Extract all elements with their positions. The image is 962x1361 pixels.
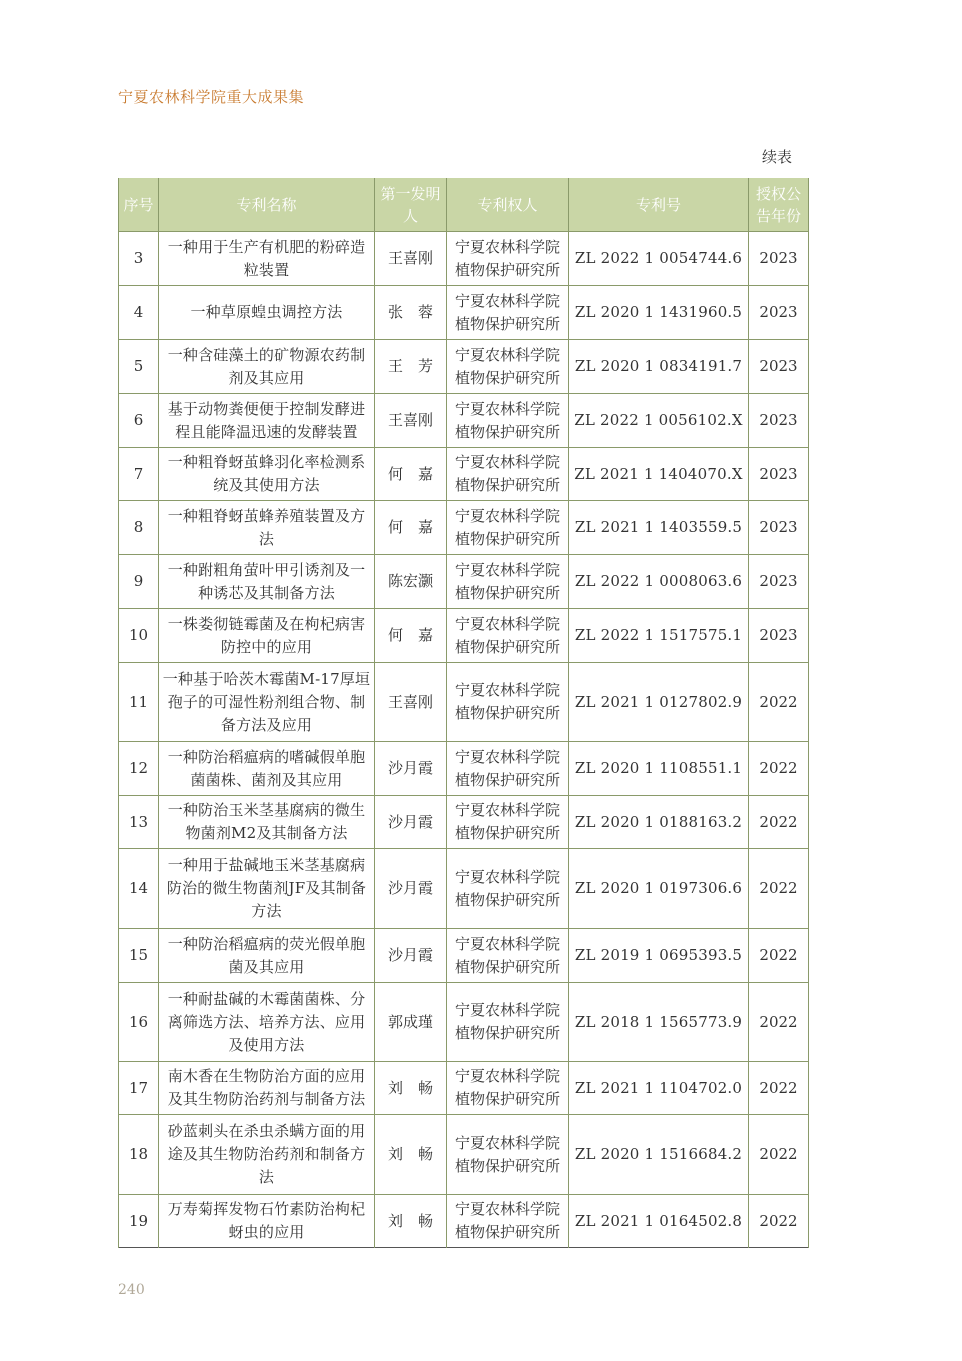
owner-cell: 宁夏农林科学院植物保护研究所 — [447, 929, 569, 983]
table-row — [119, 232, 809, 286]
owner-cell: 宁夏农林科学院植物保护研究所 — [447, 448, 569, 501]
year-cell: 2022 — [749, 1195, 809, 1248]
year-cell: 2022 — [749, 742, 809, 796]
serial-cell: 5 — [119, 340, 159, 394]
patent-name-cell: 一种耐盐碱的木霉菌菌株、分离筛选方法、培养方法、应用及使用方法 — [159, 983, 375, 1062]
owner-cell: 宁夏农林科学院植物保护研究所 — [447, 286, 569, 340]
owner-cell: 宁夏农林科学院植物保护研究所 — [447, 1115, 569, 1195]
year-cell: 2023 — [749, 286, 809, 340]
inventor-cell: 刘 畅 — [375, 1115, 447, 1195]
inventor-cell: 何 嘉 — [375, 501, 447, 555]
running-header: 宁夏农林科学院重大成果集 — [118, 88, 305, 106]
table-row — [119, 929, 809, 983]
owner-cell: 宁夏农林科学院植物保护研究所 — [447, 742, 569, 796]
owner-cell: 宁夏农林科学院植物保护研究所 — [447, 1195, 569, 1248]
year-cell: 2022 — [749, 796, 809, 849]
inventor-cell: 刘 畅 — [375, 1195, 447, 1248]
patent-name-cell: 一种基于哈茨木霉菌M-17厚垣孢子的可湿性粉剂组合物、制备方法及应用 — [159, 663, 375, 742]
patent-number-cell: ZL 2020 1 1431960.5 — [569, 286, 749, 340]
header-patent-owner: 专利权人 — [447, 178, 569, 232]
year-cell: 2022 — [749, 1062, 809, 1115]
patent-name-cell: 一种粗脊蚜茧蜂养殖装置及方法 — [159, 501, 375, 555]
patent-name-cell: 一种粗脊蚜茧蜂羽化率检测系统及其使用方法 — [159, 448, 375, 501]
serial-cell: 6 — [119, 394, 159, 448]
table-row — [119, 1062, 809, 1115]
patent-number-cell: ZL 2022 1 0056102.X — [569, 394, 749, 448]
continued-label: 续表 — [761, 148, 792, 166]
inventor-cell: 沙月霞 — [375, 742, 447, 796]
serial-cell: 9 — [119, 555, 159, 609]
table-row — [119, 1195, 809, 1248]
patent-number-cell: ZL 2021 1 1403559.5 — [569, 501, 749, 555]
owner-cell: 宁夏农林科学院植物保护研究所 — [447, 340, 569, 394]
patent-number-cell: ZL 2022 1 0008063.6 — [569, 555, 749, 609]
table-row — [119, 983, 809, 1062]
inventor-cell: 王喜刚 — [375, 394, 447, 448]
serial-cell: 7 — [119, 448, 159, 501]
table-header-row — [119, 178, 809, 232]
year-cell: 2023 — [749, 501, 809, 555]
table-row — [119, 340, 809, 394]
owner-cell: 宁夏农林科学院植物保护研究所 — [447, 983, 569, 1062]
patent-name-cell: 一种草原蝗虫调控方法 — [159, 286, 375, 340]
table-row — [119, 501, 809, 555]
table-row — [119, 609, 809, 663]
patent-name-cell: 万寿菊挥发物石竹素防治枸杞蚜虫的应用 — [159, 1195, 375, 1248]
year-cell: 2023 — [749, 232, 809, 286]
header-grant-year: 授权公告年份 — [749, 178, 809, 232]
header-first-inventor: 第一发明人 — [375, 178, 447, 232]
serial-cell: 13 — [119, 796, 159, 849]
inventor-cell: 何 嘉 — [375, 609, 447, 663]
year-cell: 2023 — [749, 340, 809, 394]
year-cell: 2022 — [749, 929, 809, 983]
owner-cell: 宁夏农林科学院植物保护研究所 — [447, 232, 569, 286]
inventor-cell: 王 芳 — [375, 340, 447, 394]
page-number: 240 — [118, 1282, 145, 1298]
owner-cell: 宁夏农林科学院植物保护研究所 — [447, 501, 569, 555]
serial-cell: 16 — [119, 983, 159, 1062]
owner-cell: 宁夏农林科学院植物保护研究所 — [447, 849, 569, 929]
inventor-cell: 王喜刚 — [375, 232, 447, 286]
patent-name-cell: 一种含硅藻土的矿物源农药制剂及其应用 — [159, 340, 375, 394]
patent-number-cell: ZL 2021 1 0164502.8 — [569, 1195, 749, 1248]
patent-number-cell: ZL 2020 1 0197306.6 — [569, 849, 749, 929]
inventor-cell: 陈宏灏 — [375, 555, 447, 609]
inventor-cell: 何 嘉 — [375, 448, 447, 501]
year-cell: 2023 — [749, 555, 809, 609]
year-cell: 2022 — [749, 1115, 809, 1195]
inventor-cell: 王喜刚 — [375, 663, 447, 742]
patent-number-cell: ZL 2021 1 1104702.0 — [569, 1062, 749, 1115]
owner-cell: 宁夏农林科学院植物保护研究所 — [447, 609, 569, 663]
table-row — [119, 394, 809, 448]
serial-cell: 18 — [119, 1115, 159, 1195]
patent-number-cell: ZL 2020 1 0834191.7 — [569, 340, 749, 394]
owner-cell: 宁夏农林科学院植物保护研究所 — [447, 663, 569, 742]
patent-name-cell: 一种防治稻瘟病的嗜碱假单胞菌菌株、菌剂及其应用 — [159, 742, 375, 796]
patent-number-cell: ZL 2021 1 0127802.9 — [569, 663, 749, 742]
table-row — [119, 448, 809, 501]
serial-cell: 8 — [119, 501, 159, 555]
header-patent-name: 专利名称 — [159, 178, 375, 232]
table-row — [119, 286, 809, 340]
serial-cell: 3 — [119, 232, 159, 286]
header-patent-number: 专利号 — [569, 178, 749, 232]
owner-cell: 宁夏农林科学院植物保护研究所 — [447, 796, 569, 849]
table-row — [119, 1115, 809, 1195]
patent-number-cell: ZL 2022 1 0054744.6 — [569, 232, 749, 286]
inventor-cell: 沙月霞 — [375, 929, 447, 983]
patent-number-cell: ZL 2020 1 0188163.2 — [569, 796, 749, 849]
patent-name-cell: 一种防治稻瘟病的荧光假单胞菌及其应用 — [159, 929, 375, 983]
patent-name-cell: 一种用于生产有机肥的粉碎造粒装置 — [159, 232, 375, 286]
patent-number-cell: ZL 2019 1 0695393.5 — [569, 929, 749, 983]
patent-number-cell: ZL 2020 1 1108551.1 — [569, 742, 749, 796]
serial-cell: 14 — [119, 849, 159, 929]
table-row — [119, 555, 809, 609]
patent-name-cell: 一种防治玉米茎基腐病的微生物菌剂M2及其制备方法 — [159, 796, 375, 849]
patent-number-cell: ZL 2021 1 1404070.X — [569, 448, 749, 501]
year-cell: 2022 — [749, 663, 809, 742]
table-row — [119, 663, 809, 742]
patent-name-cell: 一种用于盐碱地玉米茎基腐病防治的微生物菌剂JF及其制备方法 — [159, 849, 375, 929]
serial-cell: 15 — [119, 929, 159, 983]
patent-name-cell: 基于动物粪便便于控制发酵进程且能降温迅速的发酵装置 — [159, 394, 375, 448]
serial-cell: 19 — [119, 1195, 159, 1248]
year-cell: 2022 — [749, 849, 809, 929]
inventor-cell: 郭成瑾 — [375, 983, 447, 1062]
year-cell: 2022 — [749, 983, 809, 1062]
year-cell: 2023 — [749, 448, 809, 501]
inventor-cell: 沙月霞 — [375, 796, 447, 849]
owner-cell: 宁夏农林科学院植物保护研究所 — [447, 394, 569, 448]
inventor-cell: 张 蓉 — [375, 286, 447, 340]
serial-cell: 12 — [119, 742, 159, 796]
patent-name-cell: 一株娄彻链霉菌及在枸杞病害防控中的应用 — [159, 609, 375, 663]
patent-table — [118, 178, 809, 1248]
patent-name-cell: 一种跗粗角萤叶甲引诱剂及一种诱芯及其制备方法 — [159, 555, 375, 609]
table-row — [119, 742, 809, 796]
header-serial: 序号 — [119, 178, 159, 232]
year-cell: 2023 — [749, 394, 809, 448]
patent-number-cell: ZL 2018 1 1565773.9 — [569, 983, 749, 1062]
patent-number-cell: ZL 2022 1 1517575.1 — [569, 609, 749, 663]
patent-number-cell: ZL 2020 1 1516684.2 — [569, 1115, 749, 1195]
serial-cell: 11 — [119, 663, 159, 742]
serial-cell: 17 — [119, 1062, 159, 1115]
inventor-cell: 刘 畅 — [375, 1062, 447, 1115]
serial-cell: 4 — [119, 286, 159, 340]
year-cell: 2023 — [749, 609, 809, 663]
patent-name-cell: 南木香在生物防治方面的应用及其生物防治药剂与制备方法 — [159, 1062, 375, 1115]
owner-cell: 宁夏农林科学院植物保护研究所 — [447, 555, 569, 609]
table-row — [119, 796, 809, 849]
serial-cell: 10 — [119, 609, 159, 663]
patent-name-cell: 砂蓝刺头在杀虫杀螨方面的用途及其生物防治药剂和制备方法 — [159, 1115, 375, 1195]
table-row — [119, 849, 809, 929]
inventor-cell: 沙月霞 — [375, 849, 447, 929]
owner-cell: 宁夏农林科学院植物保护研究所 — [447, 1062, 569, 1115]
